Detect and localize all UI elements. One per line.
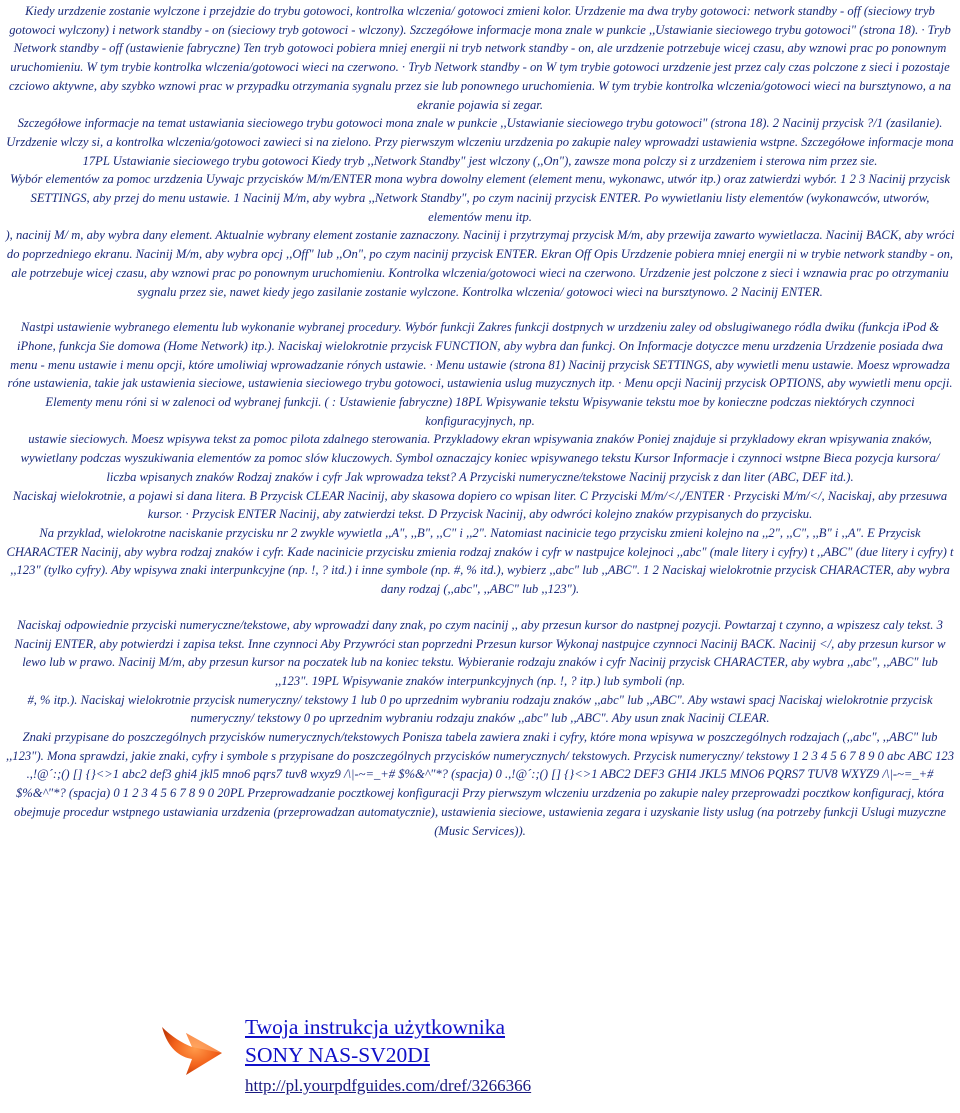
paragraph: Naciskaj wielokrotnie, a pojawi si dana litera. B Przycisk CLEAR Nacinij, aby skasowa dopiero co wpisan liter. C Przyciski M/m/</,/ENTER · Przyciski M/m/</, Naciskaj, aby przesuwa kursor. · Przycisk ENTER Nacinij, aby zatwierdzi tekst. D Przycisk Nacinij, aby odwróci kolejno znaków przypisanych do przycisku. [12, 488, 948, 522]
document-body [4, 2, 956, 840]
paragraph: ustawie sieciowych. Moesz wpisywa tekst za pomoc pilota zdalnego sterowania. Przykladowy ekran wpisywania znaków Poniej znajduje si przykladowy ekran wpisywania znaków, wywietlany podczas wyszukiwania elementów za pomoc slów kluczowych. Symbol oznaczajcy koniec wpisywanego tekstu Kursor Informacje i czynnoci wstpne Bieca pozycja kursora/ liczba wpisanych znaków Rodzaj znaków i cyfr Jak wprowadza tekst? A Przyciski numeryczne/tekstowe Nacinij przycisk z dan liter (ABC, DEF itd.). [20, 432, 940, 484]
paragraph: Wybór elementów za pomoc urzdzenia Uywajc przycisków M/m/ENTER mona wybra dowolny element (element menu, wykonawc, utwór itp.) oraz zatwierdzi wybór. 1 2 3 Nacinij przycisk SETTINGS, aby przej do menu ustawie. 1 Nacinij M/m, aby wybra ,,Network Standby", po czym nacinij przycisk ENTER. Po wywietlaniu listy elementów (wykonawców, utworów, elementów menu itp. [10, 172, 950, 224]
model-link[interactable]: SONY NAS-SV20DI [245, 1043, 430, 1067]
url-link[interactable]: http://pl.yourpdfguides.com/dref/3266366 [245, 1076, 532, 1095]
paragraph: Na przyklad, wielokrotne naciskanie przycisku nr 2 zwykle wywietla ,,A", ,,B", ,,C" i ,,2". Natomiast nacinicie tego przycisku zmieni kolejno na ,,2", ,,C", ,,B" i ,,A". E Przycisk CHARACTER Nacinij, aby wybra rodzaj znaków i cyfr. Kade nacinicie przycisku zmienia rodzaj znaków i cyfr w nastpujce kolejnoci ,,abc" (male litery i cyfry) t ,,ABC" (due litery i cyfry) t ,,123" (tylko cyfry). Aby wpisywa znaki interpunkcyjne (np. !, ? itd.) i inne symbole (np. #, % itd.), wybierz ,,abc" lub ,,ABC". 1 2 Naciskaj wielokrotnie przycisk CHARACTER, aby wybra dany rodzaj (,,abc", ,,ABC" lub ,,123"). [6, 525, 954, 597]
paragraph: Szczegółowe informacje na temat ustawiania sieciowego trybu gotowoci mona znale w punkcie ,,Ustawianie sieciowego trybu gotowoci" (strona 18). 2 Nacinij przycisk ?/1 (zasilanie). Urzdzenie wlczy si, a kontrolka wlczenia/gotowoci zawieci si na zielono. Przy pierwszym wlczeniu urzdzenia po zakupie naley wprowadzi ustawienia wstpne. Szczegółowe informacje mona 17PL Ustawianie sieciowego trybu gotowoci Kiedy tryb ,,Network Standby" jest wlczony (,,On"), zawsze mona polczy si z urzdzeniem i sterowa nim przez sie. [6, 116, 954, 168]
manual-title-link[interactable]: Twoja instrukcja użytkownika [245, 1015, 506, 1039]
pdf-arrow-icon [156, 1013, 234, 1089]
paragraph: Nastpi ustawienie wybranego elementu lub wykonanie wybranej procedury. Wybór funkcji Zakres funkcji dostpnych w urzdzeniu zaley od obslugiwanego ródla dwiku (funkcja iPod & iPhone, funkcja Sie domowa (Home Network) itp.). Naciskaj wielokrotnie przycisk FUNCTION, aby wybra dan funkcj. On Informacje dotyczce menu urzdzenia Urzdzenie posiada dwa menu - menu ustawie i menu opcji, które umoliwiaj wprowadzanie rónych ustawie. · Menu ustawie (strona 81) Nacinij przycisk SETTINGS, aby wywietli menu ustawie. Moesz wprowadza róne ustawienia, takie jak ustawienia sieciowe, ustawienia sieciowego trybu gotowoci, ustawienia uslug muzycznych itp. · Menu opcji Nacinij przycisk OPTIONS, aby wywietli menu opcji. Elementy menu róni si w zalenoci od wybranej funkcji. ( : Ustawienie fabryczne) 18PL Wpisywanie tekstu Wpisywanie tekstu moe by konieczne podczas niektórych czynnoci konfiguracyjnych, np. [7, 320, 953, 428]
paragraph: #, % itp.). Naciskaj wielokrotnie przycisk numeryczny/ tekstowy 1 lub 0 po uprzednim wybraniu rodzaju znaków ,,abc" lub ,,ABC". Aby wstawi spacj Naciskaj wielokrotnie przycisk numeryczny/ tekstowy 0 po uprzednim wybraniu rodzaju znaków ,,abc" lub ,,ABC". Aby usun znak Nacinij CLEAR. [27, 692, 933, 726]
paragraph: ), nacinij M/ m, aby wybra dany element. Aktualnie wybrany element zostanie zaznaczony. Nacinij i przytrzymaj przycisk M/m, aby przewija zawarto wywietlacza. Nacinij BACK, aby wróci do poprzedniego ekranu. Nacinij M/m, aby wybra opcj ,,Off" lub ,,On", po czym nacinij przycisk ENTER. Ekran Off Opis Urzdzenie pobiera mniej energii ni w trybie network standby - on, ale potrzebuje wicej czasu, aby wznowi prac po ponownym uruchomieniu. Kontrolka wlczenia/gotowoci wieci na czerwono. Urzdzenie jest polczone z sieci i wznawia prac po otrzymaniu sygnalu przez sie, nawet kiedy jego zasilanie zostanie wylczone. Kontrolka wlczenia/ gotowoci wieci na bursztynowo. 2 Nacinij ENTER. [5, 228, 955, 299]
paragraph: Znaki przypisane do poszczególnych przycisków numerycznych/tekstowych Ponisza tabela zawiera znaki i cyfry, które mona wpisywa w poszczególnych rodzajach (,,abc", ,,ABC" lub ,,123"). Mona sprawdzi, jakie znaki, cyfry i symbole s przypisane do poszczególnych przycisków numerycznych/ tekstowych. Przycisk numeryczny/ tekstowy 1 2 3 4 5 6 7 8 9 0 abc ABC 123 .,!@´:;() [] {}<>1 abc2 def3 ghi4 jkl5 mno6 pqrs7 tuv8 wxyz9 /\|-~=_+# $%&^"*? (spacja) 0 .,!@´:;() [] {}<>1 ABC2 DEF3 GHI4 JKL5 MNO6 PQRS7 TUV8 WXYZ9 /\|-~=_+# $%&^"*? (spacja) 0 1 2 3 4 5 6 7 8 9 0 20PL Przeprowadzanie pocztkowej konfiguracji Przy pierwszym wlczeniu urzdzenia po zakupie naley przeprowadzi pocztkow konfiguracj, która obejmuje procedur wstpnego ustawiania urzdzenia (przeprowadzan automatycznie), ustawienia sieciowe, ustawienia zegara i uzyskanie listy uslug (na potrzeby funkcji Uslugi muzyczne (Music Services)). [5, 730, 954, 838]
footer [0, 1010, 960, 1113]
paragraph: Naciskaj odpowiednie przyciski numeryczne/tekstowe, aby wprowadzi dany znak, po czym nacinij ,, aby przesun kursor do nastpnej pozycji. Powtarzaj t czynno, a wpiszesz caly tekst. 3 Nacinij ENTER, aby potwierdzi i zapisa tekst. Inne czynnoci Aby Przywróci stan poprzedni Przesun kursor Wykonaj nastpujce czynnoci Nacinij BACK. Nacinij </, aby przesun kursor w lewo lub w prawo. Nacinij M/m, aby przesun kursor na poczatek lub na koniec tekstu. Wybieranie rodzaju znaków i cyfr Nacinij przycisk CHARACTER, aby wybra ,,abc", ,,ABC" lub ,,123". 19PL Wpisywanie znaków interpunkcyjnych (np. !, ? itp.) lub symboli (np. [14, 617, 946, 688]
paragraph: Kiedy urzdzenie zostanie wylczone i przejdzie do trybu gotowoci, kontrolka wlczenia/ gotowoci zmieni kolor. Urzdzenie ma dwa tryby gotowoci: network standby - off (sieciowy tryb gotowoci wylczony) i network standby - on (sieciowy tryb gotowoci - wlczony). Szczegółowe informacje mona znale w punkcie ,,Ustawianie sieciowego trybu gotowoci" (strona 18). · Tryb Network standby - off (ustawienie fabryczne) Ten tryb gotowoci pobiera mniej energii ni tryb network standby - on, ale urzdzenie potrzebuje wicej czasu, aby wznowi prac po ponownym uruchomieniu. W tym trybie kontrolka wlczenia/gotowoci wieci na czerwono. · Tryb Network standby - on W tym trybie gotowoci urzdzenie jest przez caly czas polczone z sieci i pozostaje czciowo aktywne, aby szybko wznowi prac w przypadku otrzymania sygnalu przez sie lub ponownego uruchomienia. W tym trybie kontrolka wlczenia/gotowoci wieci na bursztynowo, a na ekranie pojawia si zegar. [8, 4, 952, 112]
